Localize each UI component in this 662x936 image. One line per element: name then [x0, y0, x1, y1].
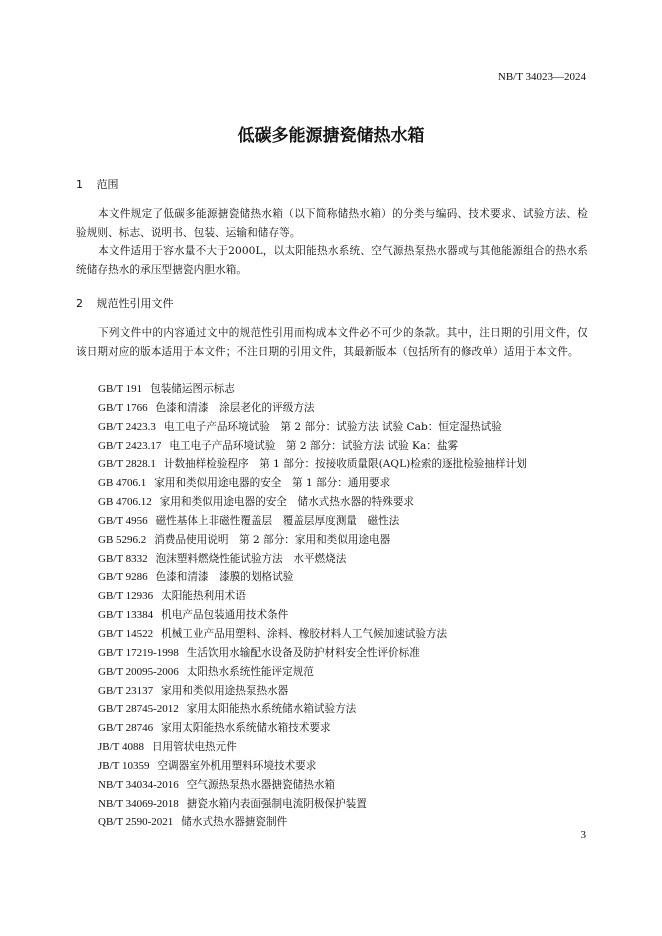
section-number: 2	[76, 297, 83, 310]
reference-title: 日用管状电热元件	[151, 741, 237, 754]
reference-item	[98, 644, 527, 663]
reference-code: NB/T 34034-2016	[98, 778, 179, 791]
reference-item	[98, 663, 527, 682]
reference-title: 空调器室外机用塑料环境技术要求	[157, 759, 317, 772]
reference-item	[98, 550, 527, 569]
reference-code: JB/T 4088	[98, 741, 144, 754]
reference-code: GB/T 1766	[98, 401, 148, 414]
reference-title: 家用和类似用途电器的安全 储水式热水器的特殊要求	[159, 496, 415, 509]
section-title: 规范性引用文件	[96, 297, 174, 310]
reference-title: 包装储运图示标志	[150, 383, 235, 395]
page-number: 3	[580, 829, 586, 841]
reference-item	[98, 418, 527, 437]
reference-title: 电工电子产品环境试验 第 2 部分：试验方法 试验 Cab：恒定湿热试验	[163, 420, 502, 433]
reference-item	[98, 512, 527, 531]
reference-item	[98, 380, 527, 399]
reference-title: 泡沫塑料燃烧性能试验方法 水平燃烧法	[155, 552, 347, 565]
reference-item	[98, 568, 527, 587]
reference-code: GB 4706.1	[98, 477, 147, 490]
reference-item	[98, 682, 527, 701]
reference-code: GB/T 9286	[98, 571, 148, 584]
reference-code: GB/T 14522	[98, 627, 154, 640]
reference-code: GB/T 2828.1	[98, 458, 156, 471]
reference-item	[98, 776, 527, 795]
reference-title: 色漆和清漆 涂层老化的评级方法	[155, 401, 315, 414]
reference-title: 家用太阳能热水系统储水箱技术要求	[161, 722, 331, 735]
reference-item	[98, 738, 527, 757]
reference-title: 家用和类似用途热泵热水器	[161, 684, 289, 697]
reference-title: 计数抽样检验程序 第 1 部分：按接收质量限(AQL)检索的逐批检验抽样计划	[163, 458, 527, 471]
scope-paragraph-2: 本文件适用于容水量不大于2000L，以太阳能热水系统、空气源热泵热水器或与其他能源组合的热水系统储存热水的承压型搪瓷内胆水箱。	[76, 245, 588, 276]
scope-paragraph-1: 本文件规定了低碳多能源搪瓷储热水箱（以下简称储热水箱）的分类与编码、技术要求、试验方法、检验规则、标志、说明书、包装、运输和储存等。	[76, 208, 588, 239]
reference-list	[98, 380, 527, 832]
section-heading-scope	[76, 176, 119, 192]
reference-title: 生活饮用水输配水设备及防护材料安全性评价标准	[186, 646, 420, 659]
section-title: 范围	[96, 178, 119, 191]
reference-item	[98, 587, 527, 606]
document-title: 低碳多能源搪瓷储热水箱	[237, 126, 425, 146]
reference-code: GB/T 28745-2012	[98, 703, 179, 716]
reference-title: 消费品使用说明 第 2 部分：家用和类似用途电器	[154, 533, 391, 546]
reference-title: 搪瓷水箱内表面强制电流阴极保护装置	[186, 797, 367, 810]
reference-item	[98, 813, 527, 832]
reference-code: GB/T 28746	[98, 722, 154, 735]
reference-title: 太阳热水系统性能评定规范	[186, 665, 314, 678]
reference-code: GB/T 23137	[98, 684, 154, 697]
reference-title: 储水式热水器搪瓷制件	[181, 816, 288, 829]
reference-code: GB/T 20095-2006	[98, 665, 179, 678]
reference-code: GB/T 2423.3	[98, 420, 156, 433]
reference-item	[98, 493, 527, 512]
reference-item	[98, 795, 527, 814]
reference-code: QB/T 2590-2021	[98, 816, 174, 829]
reference-code: GB/T 8332	[98, 552, 148, 565]
reference-code: JB/T 10359	[98, 759, 150, 772]
reference-code: GB 5296.2	[98, 533, 147, 546]
reference-item	[98, 700, 527, 719]
reference-code: GB/T 17219-1998	[98, 646, 179, 659]
reference-title: 太阳能热利用术语	[161, 590, 246, 603]
reference-item	[98, 606, 527, 625]
reference-item	[98, 757, 527, 776]
references-intro-paragraph: 下列文件中的内容通过文中的规范性引用而构成本文件必不可少的条款。其中，注日期的引用文件，仅该日期对应的版本适用于本文件；不注日期的引用文件，其最新版本（包括所有的修改单）适用于本文件。	[76, 327, 588, 358]
reference-item	[98, 437, 527, 456]
reference-code: GB 4706.12	[98, 496, 152, 509]
reference-item	[98, 719, 527, 738]
reference-title: 磁性基体上非磁性覆盖层 覆盖层厚度测量 磁性法	[155, 514, 400, 527]
reference-item	[98, 399, 527, 418]
reference-title: 家用太阳能热水系统储水箱试验方法	[186, 703, 357, 716]
reference-item	[98, 455, 527, 474]
reference-item	[98, 625, 527, 644]
reference-code: GB/T 2423.17	[98, 439, 162, 452]
section-heading-normative-references	[76, 295, 174, 311]
reference-code: GB/T 191	[98, 383, 143, 395]
reference-item	[98, 474, 527, 493]
reference-code: GB/T 13384	[98, 609, 154, 622]
standard-code: NB/T 34023—2024	[497, 71, 586, 83]
reference-title: 电工电子产品环境试验 第 2 部分：试验方法 试验 Ka：盐雾	[169, 439, 459, 452]
reference-title: 机电产品包装通用技术条件	[161, 609, 289, 622]
reference-code: GB/T 12936	[98, 590, 154, 603]
reference-item	[98, 531, 527, 550]
reference-title: 色漆和清漆 漆膜的划格试验	[155, 571, 294, 584]
section-number: 1	[76, 178, 83, 191]
reference-title: 空气源热泵热水器搪瓷储热水箱	[186, 778, 336, 791]
reference-code: NB/T 34069-2018	[98, 797, 179, 810]
reference-title: 家用和类似用途电器的安全 第 1 部分：通用要求	[154, 477, 391, 490]
reference-code: GB/T 4956	[98, 514, 148, 527]
reference-title: 机械工业产品用塑料、涂料、橡胶材料人工气候加速试验方法	[161, 627, 448, 640]
